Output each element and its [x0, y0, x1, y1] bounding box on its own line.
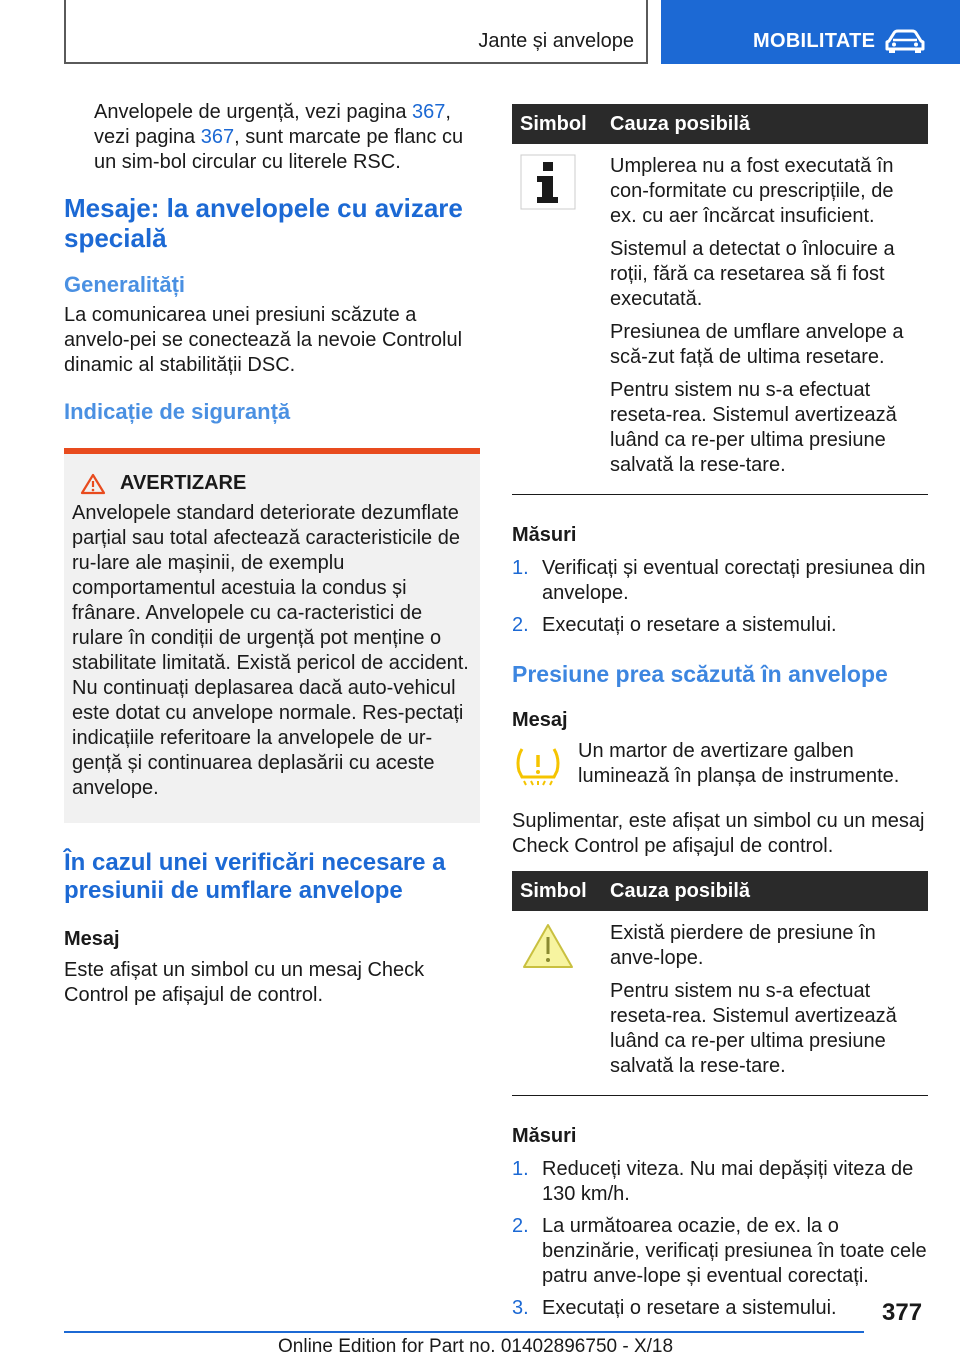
cause-text: Pentru sistem nu s-a efectuat reseta-rea. Sistemul avertizează luând ca re-per ultima presiune salvată la rese-tare. — [610, 379, 897, 476]
measures-list-2 — [512, 1157, 928, 1321]
heading-low-pressure: Presiune prea scăzută în anvelope — [512, 661, 888, 687]
warning-text: Anvelopele standard deteriorate dezumflate parțial sau total afectează caracteristicile de ru-lare ale mașinii, de exemplu comportamentul acestuia la condus și frânare. Anvelopele cu ca-racteristici de rulare în condiții de urgență pot menține o stabilitate limitată. Există pericol de accident. Nu continuați deplasarea dacă auto-vehicul este dotat cu anvelope normale. Res-pectați indicațiile referitoare la anvelopele de ur-gență și continuarea deplasării cu aceste anvelope. — [72, 502, 469, 799]
measures-list-1 — [512, 556, 928, 638]
heading-special-tires: Mesaje: la anvelopele cu avizare specială — [64, 193, 463, 253]
header-section-title: Jante și anvelope — [478, 30, 634, 52]
warning-triangle-icon — [80, 473, 106, 495]
page-number: 377 — [882, 1299, 923, 1326]
heading-measures: Măsuri — [512, 524, 577, 546]
cause-text: Presiunea de umflare anvelope a scă-zut față de ultima resetare. — [610, 321, 904, 368]
symbol-table-1 — [512, 104, 928, 495]
message-extra-text: Suplimentar, este afișat un simbol cu un mesaj Check Control pe afișajul de control. — [512, 810, 925, 857]
warning-box — [64, 448, 480, 823]
list-item: 1. Verificați și eventual corectați presiunea din anvelope. — [512, 557, 926, 604]
heading-pressure-check: În cazul unei verificări necesare a presiunii de umflare anvelope — [64, 849, 446, 904]
cause-text: Există pierdere de presiune în anve-lope. — [610, 922, 876, 969]
page-link-367[interactable]: 367 — [412, 101, 446, 123]
col-cause: Cauza posibilă — [602, 104, 928, 144]
message-text: Este afișat un simbol cu un mesaj Check Control pe afișajul de control. — [64, 959, 425, 1006]
warning-lamp-text: Un martor de avertizare galben luminează în planșa de instrumente. — [578, 740, 900, 787]
cause-text: Umplerea nu a fost executată în con-formitate cu prescripțiile, de ex. cu aer încărcat insuficient. — [610, 155, 894, 227]
left-column — [64, 100, 480, 1008]
footer-edition: Online Edition for Part no. 01402896750 - X/18 — [278, 1336, 674, 1357]
rsc-intro: Anvelopele de urgență, vezi pagina 367, vezi pagina 367, sunt marcate pe flanc cu un sim-bol circular cu literele RSC. — [94, 101, 464, 173]
header-chapter-title: MOBILITATE — [753, 30, 876, 52]
tire-pressure-warning-icon — [512, 743, 564, 787]
col-symbol: Simbol — [512, 871, 602, 911]
col-cause: Cauza posibilă — [602, 871, 928, 911]
warning-triangle-icon — [520, 921, 576, 973]
heading-safety-note: Indicație de siguranță — [64, 399, 291, 424]
list-item: 1. Reduceți viteza. Nu mai depășiți viteza de 130 km/h. — [512, 1158, 914, 1205]
right-column — [512, 104, 928, 1328]
heading-message: Mesaj — [512, 709, 568, 731]
car-icon — [883, 28, 927, 54]
cause-text: Pentru sistem nu s-a efectuat reseta-rea. Sistemul avertizează luând ca re-per ultima presiune salvată la rese-tare. — [610, 980, 897, 1077]
heading-general: Generalități — [64, 272, 186, 297]
cause-text: Sistemul a detectat o înlocuire a roții, fără ca resetarea să fi fost executată. — [610, 238, 895, 310]
list-item: 2. Executați o resetare a sistemului. — [512, 614, 837, 636]
page-link-367[interactable]: 367 — [200, 126, 235, 148]
list-item: 2. La următoarea ocazie, de ex. la o benzinărie, verificați presiunea în toate cele patru anve-lope și eventual corectați. — [512, 1215, 927, 1287]
general-text: La comunicarea unei presiuni scăzute a anvelo-pei se conectează la nevoie Controlul dinamic al stabilității DSC. — [64, 304, 463, 376]
header-chapter-tab — [661, 0, 960, 64]
symbol-table-2 — [512, 871, 928, 1096]
col-symbol: Simbol — [512, 104, 602, 144]
warning-title: AVERTIZARE — [120, 472, 247, 494]
footer-divider — [64, 1331, 864, 1333]
list-item: 3. Executați o resetare a sistemului. — [512, 1297, 837, 1319]
heading-message: Mesaj — [64, 928, 120, 950]
info-icon — [520, 154, 576, 210]
heading-measures: Măsuri — [512, 1125, 577, 1147]
header-section-box — [64, 0, 648, 64]
